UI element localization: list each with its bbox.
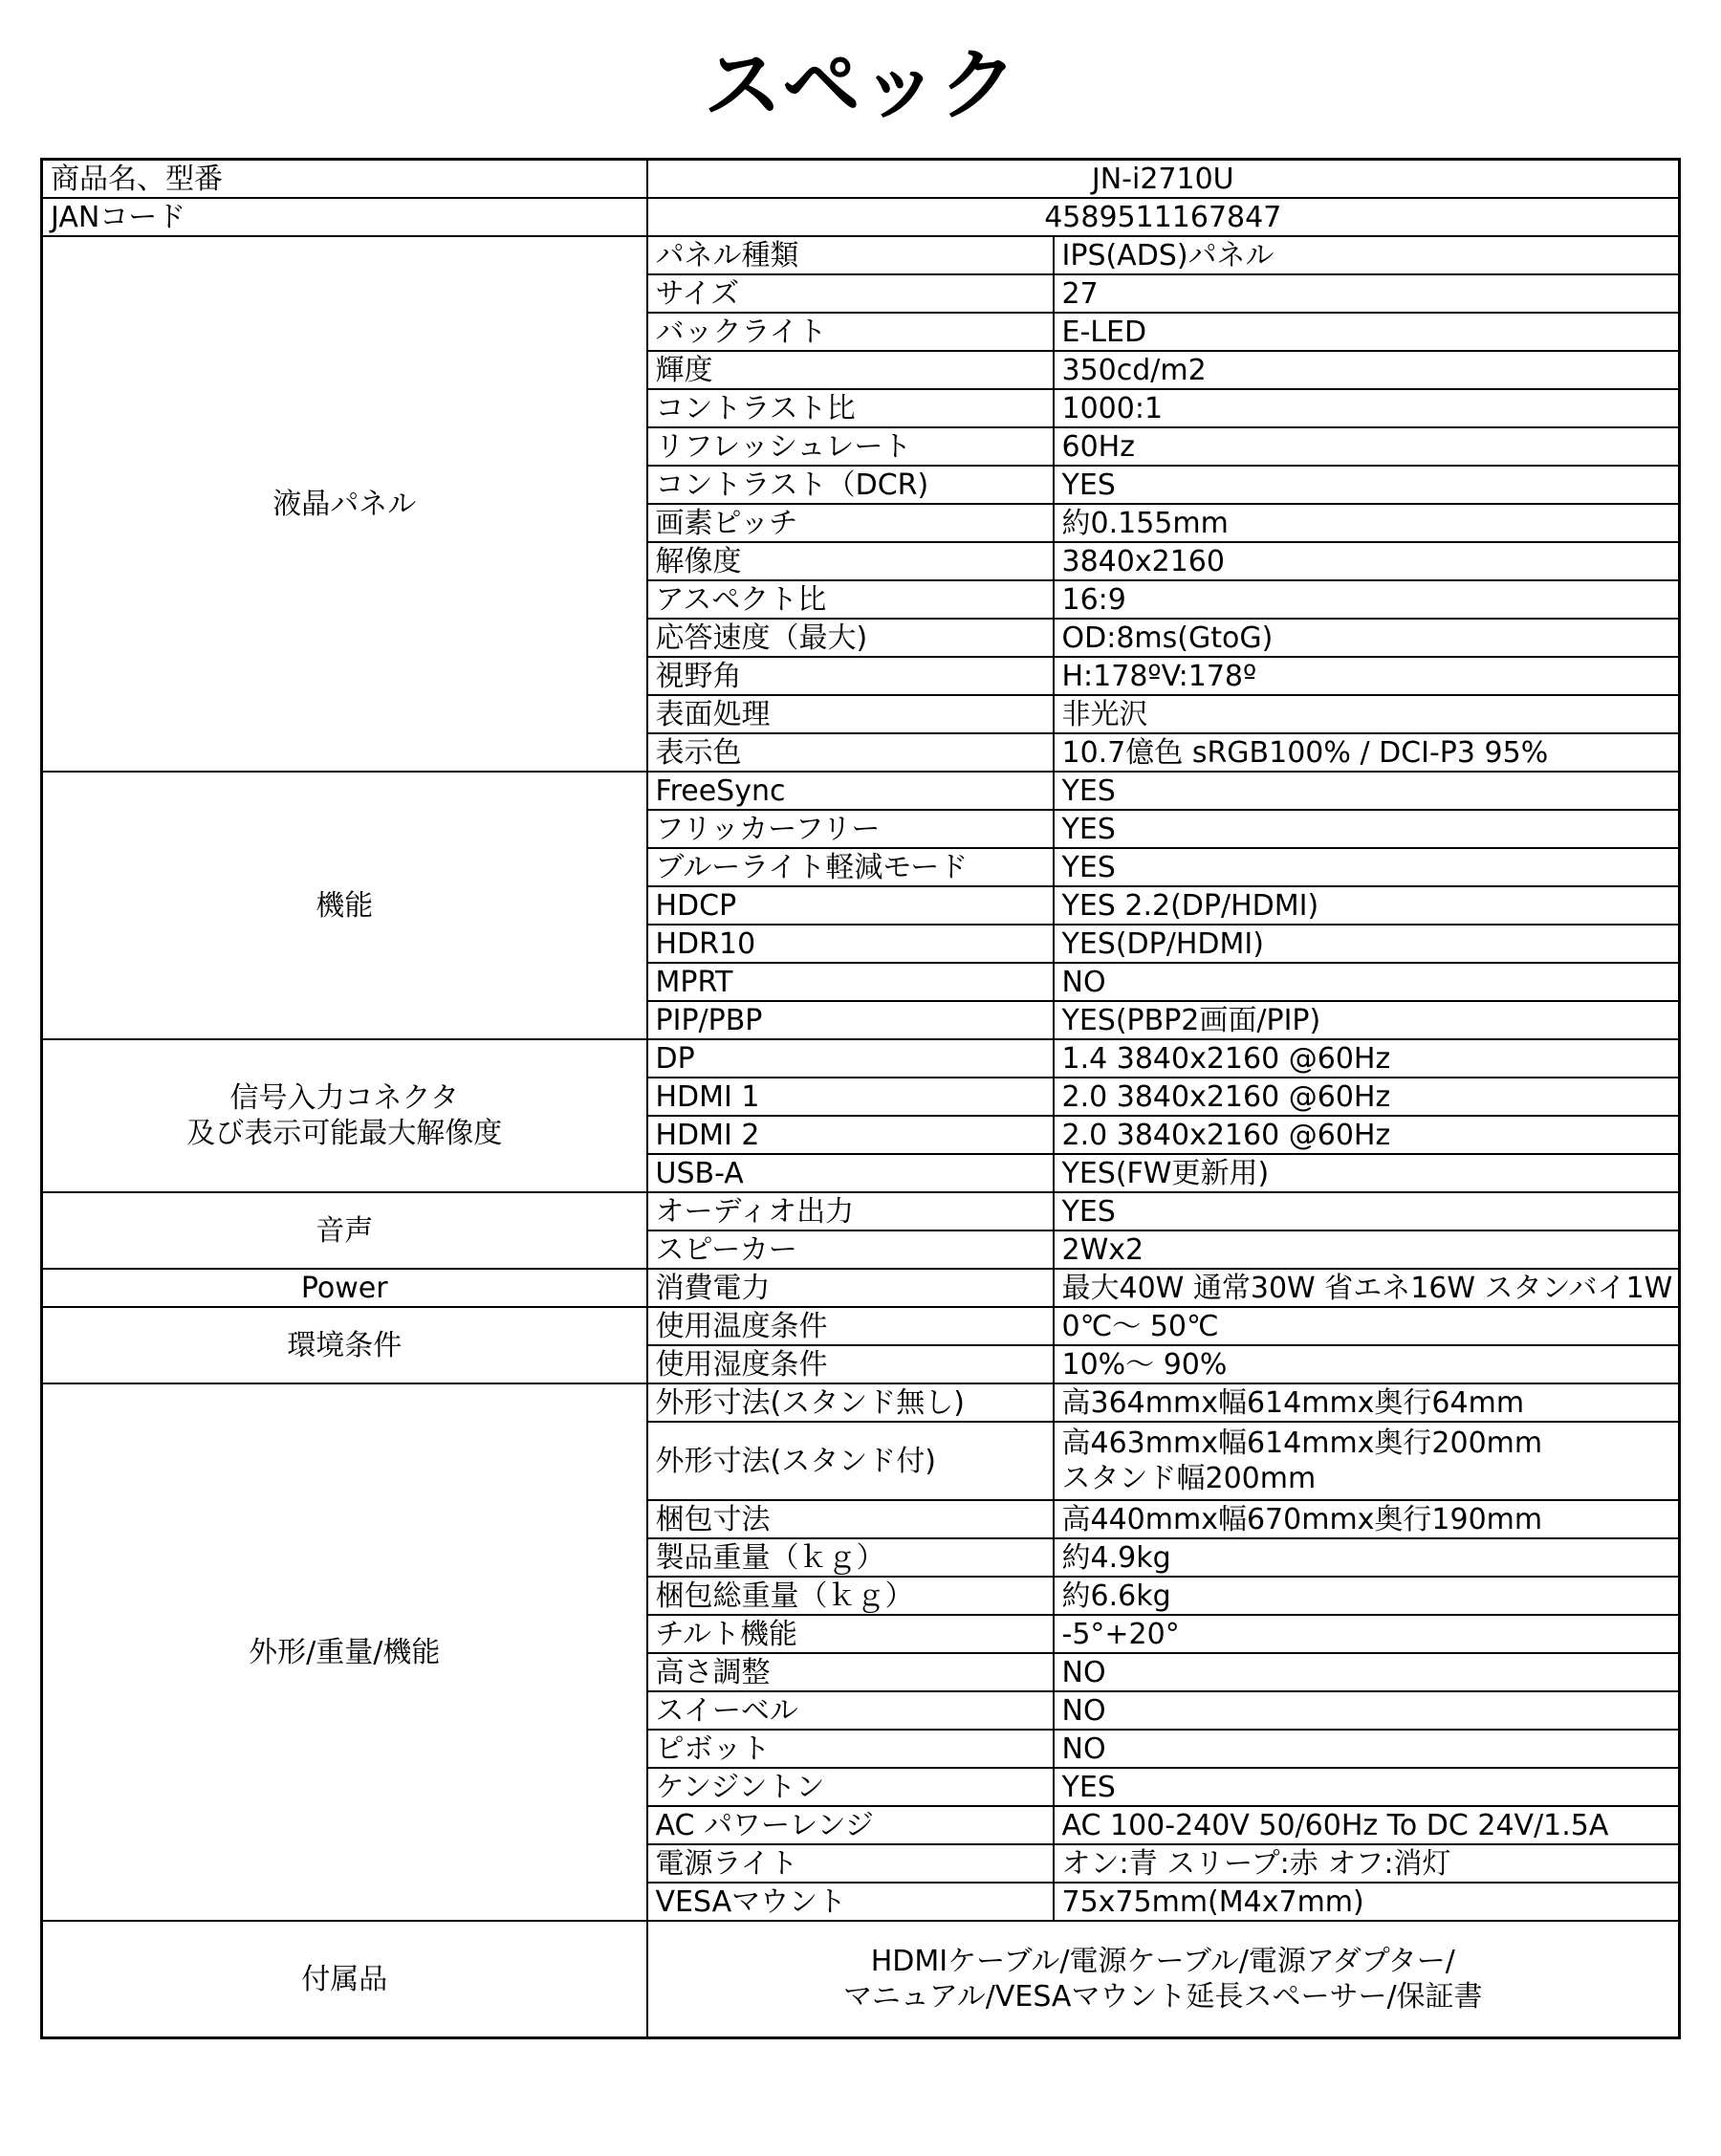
accessories-line: HDMIケーブル/電源ケーブル/電源アダプター/ [870, 1945, 1455, 1978]
spec-label: FreeSync [647, 772, 1054, 810]
spec-label: HDR10 [647, 925, 1054, 963]
spec-value: 0℃～ 50℃ [1054, 1307, 1680, 1345]
spec-label: 表示色 [647, 733, 1054, 772]
table-row-accessories [42, 1921, 1680, 2038]
spec-label: チルト機能 [647, 1615, 1054, 1653]
spec-value: -5°+20° [1054, 1615, 1680, 1653]
group-label-input-connectors [42, 1039, 647, 1192]
spec-value: 350cd/m2 [1054, 351, 1680, 389]
spec-value: YES [1054, 848, 1680, 886]
spec-value: 非光沢 [1054, 695, 1680, 733]
spec-value: YES(DP/HDMI) [1054, 925, 1680, 963]
group-label-line: 信号入力コネクタ [229, 1081, 459, 1115]
spec-label: 応答速度（最大) [647, 619, 1054, 657]
spec-label: ピボット [647, 1730, 1054, 1768]
spec-label: USB-A [647, 1154, 1054, 1192]
spec-label: 使用温度条件 [647, 1307, 1054, 1345]
group-label-line: 及び表示可能最大解像度 [186, 1117, 503, 1150]
group-label-dimensions: 外形/重量/機能 [42, 1383, 647, 1921]
spec-label: パネル種類 [647, 236, 1054, 274]
spec-value: 10.7億色 sRGB100% / DCI-P3 95% [1054, 733, 1680, 772]
spec-value: 約4.9kg [1054, 1538, 1680, 1577]
group-label-audio: 音声 [42, 1192, 647, 1269]
spec-value: 約6.6kg [1054, 1577, 1680, 1615]
spec-value: オン:青 スリープ:赤 オフ:消灯 [1054, 1844, 1680, 1883]
spec-value: YES [1054, 1192, 1680, 1230]
spec-value: YES [1054, 1768, 1680, 1806]
spec-value: YES 2.2(DP/HDMI) [1054, 886, 1680, 925]
spec-value: 2.0 3840x2160 @60Hz [1054, 1078, 1680, 1116]
spec-label: 視野角 [647, 657, 1054, 695]
spec-value: NO [1054, 1653, 1680, 1691]
spec-label: 梱包総重量（ｋｇ） [647, 1577, 1054, 1615]
spec-table [40, 158, 1681, 2039]
spec-value: 75x75mm(M4x7mm) [1054, 1883, 1680, 1921]
spec-value-line: 高463mmx幅614mmx奥行200mm [1061, 1426, 1543, 1460]
spec-value: YES [1054, 772, 1680, 810]
spec-value: YES(FW更新用) [1054, 1154, 1680, 1192]
spec-value: H:178ºV:178º [1054, 657, 1680, 695]
spec-value: YES [1054, 466, 1680, 504]
spec-label: リフレッシュレート [647, 427, 1054, 466]
spec-label: 外形寸法(スタンド付) [647, 1422, 1054, 1500]
spec-value: IPS(ADS)パネル [1054, 236, 1680, 274]
table-row [42, 236, 1680, 274]
spec-value-line: スタンド幅200mm [1061, 1462, 1317, 1495]
spec-label: フリッカーフリー [647, 810, 1054, 848]
spec-label: サイズ [647, 274, 1054, 313]
table-row [42, 1269, 1680, 1307]
spec-value: 60Hz [1054, 427, 1680, 466]
jan-label: JANコード [42, 198, 647, 236]
spec-value: 3840x2160 [1054, 542, 1680, 580]
spec-value [1054, 1422, 1680, 1500]
spec-value: 2.0 3840x2160 @60Hz [1054, 1116, 1680, 1154]
spec-label: AC パワーレンジ [647, 1806, 1054, 1844]
spec-label: 高さ調整 [647, 1653, 1054, 1691]
spec-value: 16:9 [1054, 580, 1680, 619]
spec-label: DP [647, 1039, 1054, 1078]
spec-label: スピーカー [647, 1230, 1054, 1269]
spec-label: MPRT [647, 963, 1054, 1001]
page-title: スペック [703, 40, 1017, 131]
group-label-lcd-panel: 液晶パネル [42, 236, 647, 772]
spec-value: NO [1054, 963, 1680, 1001]
spec-label: オーディオ出力 [647, 1192, 1054, 1230]
spec-value: YES(PBP2画面/PIP) [1054, 1001, 1680, 1039]
table-row [42, 1383, 1680, 1422]
spec-label: 表面処理 [647, 695, 1054, 733]
table-row-jan [42, 198, 1680, 236]
table-row-model [42, 160, 1680, 199]
spec-label: 使用湿度条件 [647, 1345, 1054, 1383]
spec-label: VESAマウント [647, 1883, 1054, 1921]
table-row [42, 1039, 1680, 1078]
spec-value: E-LED [1054, 313, 1680, 351]
spec-label: 製品重量（ｋｇ） [647, 1538, 1054, 1577]
spec-label: PIP/PBP [647, 1001, 1054, 1039]
spec-label: 電源ライト [647, 1844, 1054, 1883]
spec-label: ブルーライト軽減モード [647, 848, 1054, 886]
spec-label: 消費電力 [647, 1269, 1054, 1307]
spec-value: 高440mmx幅670mmx奥行190mm [1054, 1500, 1680, 1538]
spec-value: AC 100-240V 50/60Hz To DC 24V/1.5A [1054, 1806, 1680, 1844]
table-row [42, 1307, 1680, 1345]
spec-label: 解像度 [647, 542, 1054, 580]
spec-value: YES [1054, 810, 1680, 848]
spec-label: ケンジントン [647, 1768, 1054, 1806]
spec-label: HDMI 1 [647, 1078, 1054, 1116]
spec-value: OD:8ms(GtoG) [1054, 619, 1680, 657]
spec-label: スイーベル [647, 1691, 1054, 1730]
group-label-environment: 環境条件 [42, 1307, 647, 1383]
spec-value: 1000:1 [1054, 389, 1680, 427]
model-value: JN-i2710U [647, 160, 1680, 199]
spec-label: HDMI 2 [647, 1116, 1054, 1154]
spec-value: 10%～ 90% [1054, 1345, 1680, 1383]
spec-value: 1.4 3840x2160 @60Hz [1054, 1039, 1680, 1078]
accessories-line: マニュアル/VESAマウント延長スペーサー/保証書 [842, 1980, 1483, 2014]
group-label-power: Power [42, 1269, 647, 1307]
table-row [42, 1192, 1680, 1230]
spec-value: 27 [1054, 274, 1680, 313]
spec-label: HDCP [647, 886, 1054, 925]
spec-value: NO [1054, 1730, 1680, 1768]
spec-value: 最大40W 通常30W 省エネ16W スタンバイ1W [1054, 1269, 1680, 1307]
group-label-features: 機能 [42, 772, 647, 1039]
model-label: 商品名、型番 [42, 160, 647, 199]
spec-value: NO [1054, 1691, 1680, 1730]
spec-value: 高364mmx幅614mmx奥行64mm [1054, 1383, 1680, 1422]
accessories-value [647, 1921, 1680, 2038]
table-row [42, 772, 1680, 810]
spec-label: アスペクト比 [647, 580, 1054, 619]
group-label-accessories: 付属品 [42, 1921, 647, 2038]
spec-label: バックライト [647, 313, 1054, 351]
spec-value: 約0.155mm [1054, 504, 1680, 542]
spec-label: 外形寸法(スタンド無し) [647, 1383, 1054, 1422]
spec-label: コントラスト比 [647, 389, 1054, 427]
spec-label: 梱包寸法 [647, 1500, 1054, 1538]
spec-label: 輝度 [647, 351, 1054, 389]
spec-label: コントラスト（DCR) [647, 466, 1054, 504]
spec-value: 2Wx2 [1054, 1230, 1680, 1269]
jan-value: 4589511167847 [647, 198, 1680, 236]
spec-label: 画素ピッチ [647, 504, 1054, 542]
